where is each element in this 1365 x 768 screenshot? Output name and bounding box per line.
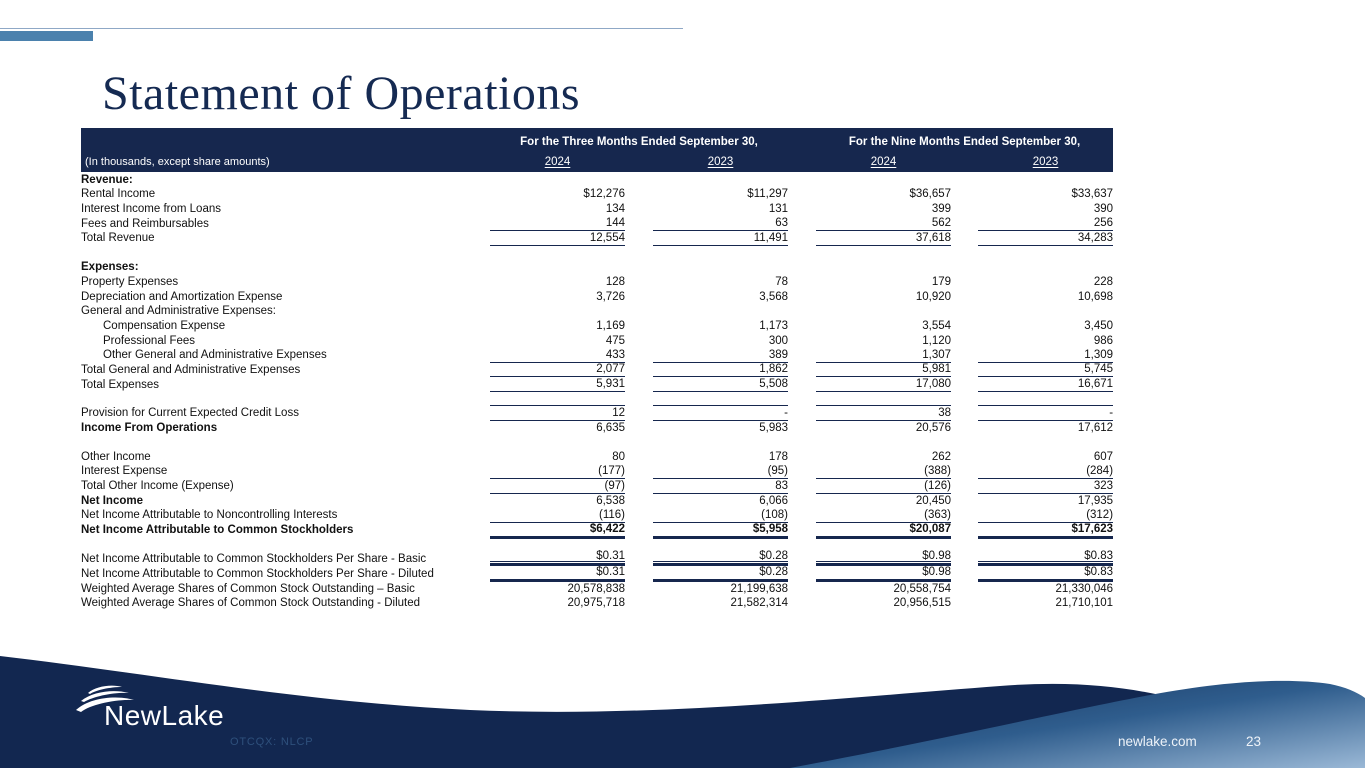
- cell-value: 17,612: [1077, 422, 1114, 434]
- row-label: Total Expenses: [81, 378, 159, 391]
- cell-value: 1,169: [596, 319, 625, 332]
- gap-cell: [951, 406, 978, 421]
- cell-value: 6,538: [596, 494, 625, 507]
- cell-value: 17,935: [1077, 494, 1114, 507]
- cell-value: (177): [490, 464, 625, 479]
- table-row: [81, 333, 1113, 348]
- gap-cell: [788, 274, 816, 289]
- gap-cell: [625, 420, 653, 435]
- row-label: Other General and Administrative Expenses: [103, 349, 327, 362]
- row-label: Weighted Average Shares of Common Stock Outstanding – Basic: [81, 582, 415, 595]
- gap-cell: [951, 420, 978, 435]
- cell-value: 38: [816, 406, 951, 421]
- cell-value: [490, 172, 625, 187]
- ticker-label: OTCQX: NLCP: [230, 736, 314, 748]
- gap-cell: [788, 201, 816, 216]
- table-row: [81, 231, 1113, 246]
- column-group-nine-months: For the Nine Months Ended September 30,: [816, 128, 1113, 150]
- cell-value: 1,862: [653, 362, 788, 377]
- row-label: Total Other Income (Expense): [81, 480, 234, 493]
- gap-cell: [788, 187, 816, 202]
- year-header-row: [81, 150, 1113, 172]
- cell-value: (284): [978, 464, 1113, 479]
- cell-value: 986: [1093, 334, 1114, 347]
- cell-value: 2,077: [490, 362, 625, 377]
- gap-cell: [951, 348, 978, 363]
- table-row: [81, 522, 1113, 537]
- cell-value: 433: [490, 348, 625, 363]
- cell-value: 10,920: [915, 290, 952, 303]
- spacer-row: [81, 392, 1113, 406]
- header-gap: [625, 150, 653, 172]
- gap-cell: [625, 581, 653, 596]
- table-row: [81, 259, 1113, 274]
- cell-value: 128: [605, 275, 625, 288]
- cell-value: 3,554: [922, 319, 952, 332]
- gap-cell: [788, 464, 816, 479]
- row-label: Revenue:: [81, 173, 133, 186]
- cell-value: 12: [490, 406, 625, 421]
- cell-value: $36,657: [909, 188, 952, 201]
- table-row: [81, 377, 1113, 392]
- cell-value: $0.98: [816, 566, 951, 581]
- cell-value: 134: [605, 203, 625, 216]
- cell-value: 5,508: [653, 377, 788, 392]
- cell-value: 63: [653, 216, 788, 231]
- cell-value: 20,450: [915, 494, 952, 507]
- cell-value: 179: [931, 275, 952, 288]
- cell-value: 300: [768, 334, 789, 347]
- table-row: [81, 216, 1113, 231]
- cell-value: [490, 304, 625, 319]
- gap-cell: [788, 406, 816, 421]
- cell-value: 390: [1093, 203, 1114, 216]
- cell-value: (108): [653, 508, 788, 523]
- gap-cell: [625, 596, 653, 611]
- cell-value: -: [978, 406, 1113, 421]
- cell-value: $20,087: [816, 522, 951, 537]
- table-row: [81, 566, 1113, 581]
- gap-cell: [951, 464, 978, 479]
- table-row: [81, 478, 1113, 493]
- cell-value: 1,309: [978, 348, 1113, 363]
- gap-cell: [788, 231, 816, 246]
- gap-cell: [625, 348, 653, 363]
- cell-value: (388): [816, 464, 951, 479]
- table-row: [81, 449, 1113, 464]
- cell-value: [978, 304, 1113, 319]
- gap-cell: [951, 449, 978, 464]
- spacer-row: [81, 245, 1113, 259]
- table-header: [81, 128, 1113, 172]
- gap-cell: [625, 362, 653, 377]
- gap-cell: [951, 522, 978, 537]
- gap-cell: [625, 172, 653, 187]
- cell-value: 20,578,838: [567, 582, 625, 595]
- row-label: Net Income: [81, 494, 143, 507]
- cell-value: 10,698: [1077, 290, 1114, 303]
- cell-value: $5,958: [653, 522, 788, 537]
- cell-value: $0.83: [978, 551, 1113, 566]
- cell-value: 475: [605, 334, 625, 347]
- statement-of-operations-table: [81, 128, 1113, 610]
- cell-value: [816, 304, 951, 319]
- row-label: Other Income: [81, 450, 151, 463]
- logo-wordmark: NewLake: [104, 700, 225, 731]
- cell-value: $33,637: [1071, 188, 1114, 201]
- gap-cell: [788, 333, 816, 348]
- gap-cell: [788, 493, 816, 508]
- row-label: Property Expenses: [81, 275, 179, 288]
- gap-cell: [951, 259, 978, 274]
- cell-value: (312): [978, 508, 1113, 523]
- row-label: Expenses:: [81, 261, 139, 274]
- cell-value: $6,422: [490, 522, 625, 537]
- cell-value: 144: [490, 216, 625, 231]
- row-label: Depreciation and Amortization Expense: [81, 290, 283, 303]
- financial-table: [81, 128, 1113, 610]
- cell-value: [490, 259, 625, 274]
- spacer-row: [81, 435, 1113, 449]
- group-header-row: [81, 128, 1113, 150]
- cell-value: 399: [931, 203, 952, 216]
- spacer-cell: [81, 392, 1113, 406]
- gap-cell: [788, 318, 816, 333]
- gap-cell: [951, 493, 978, 508]
- cell-value: $11,297: [747, 188, 789, 201]
- gap-cell: [788, 377, 816, 392]
- cell-value: $0.28: [653, 566, 788, 581]
- cell-value: 17,080: [816, 377, 951, 392]
- gap-cell: [625, 333, 653, 348]
- table-row: [81, 274, 1113, 289]
- table-row: [81, 508, 1113, 523]
- row-label: Provision for Current Expected Credit Loss: [81, 407, 299, 420]
- gap-cell: [951, 318, 978, 333]
- cell-value: (97): [490, 478, 625, 493]
- top-rule-line: [0, 28, 683, 29]
- gap-cell: [625, 187, 653, 202]
- cell-value: 20,576: [915, 422, 952, 434]
- gap-cell: [625, 493, 653, 508]
- cell-value: 21,330,046: [1055, 582, 1114, 595]
- gap-cell: [951, 566, 978, 581]
- website-link[interactable]: newlake.com: [1118, 734, 1197, 749]
- row-label: General and Administrative Expenses:: [81, 305, 276, 318]
- page-number: 23: [1246, 734, 1262, 749]
- cell-value: 5,981: [816, 362, 951, 377]
- cell-value: 37,618: [816, 231, 951, 246]
- cell-value: [978, 259, 1113, 274]
- gap-cell: [951, 478, 978, 493]
- gap-cell: [625, 508, 653, 523]
- gap-cell: [788, 596, 816, 611]
- cell-value: 262: [931, 450, 952, 463]
- cell-value: 11,491: [653, 231, 788, 246]
- cell-value: 16,671: [978, 377, 1113, 392]
- table-row: [81, 551, 1113, 566]
- cell-value: (363): [816, 508, 951, 523]
- year-header: 2023: [653, 150, 788, 172]
- gap-cell: [625, 201, 653, 216]
- cell-value: [653, 259, 788, 274]
- gap-cell: [625, 406, 653, 421]
- cell-value: 34,283: [978, 231, 1113, 246]
- cell-value: (126): [816, 478, 951, 493]
- cell-value: 21,582,314: [730, 597, 789, 610]
- cell-value: 131: [768, 203, 789, 216]
- column-group-three-months: For the Three Months Ended September 30,: [490, 128, 788, 150]
- gap-cell: [625, 566, 653, 581]
- cell-value: 228: [1093, 275, 1114, 288]
- table-row: [81, 464, 1113, 479]
- cell-value: $0.31: [490, 551, 625, 566]
- cell-value: [816, 259, 951, 274]
- table-row: [81, 304, 1113, 319]
- gap-cell: [625, 478, 653, 493]
- row-label: Professional Fees: [103, 334, 196, 347]
- row-label: Fees and Reimbursables: [81, 217, 209, 230]
- cell-value: 5,983: [759, 422, 789, 434]
- cell-value: 3,450: [1084, 319, 1114, 332]
- table-row: [81, 406, 1113, 421]
- cell-value: $12,276: [583, 188, 625, 201]
- gap-cell: [951, 333, 978, 348]
- cell-value: $0.31: [490, 566, 625, 581]
- gap-cell: [951, 304, 978, 319]
- gap-cell: [788, 289, 816, 304]
- table-row: [81, 420, 1113, 435]
- gap-cell: [951, 362, 978, 377]
- cell-value: [653, 304, 788, 319]
- gap-cell: [951, 231, 978, 246]
- row-label: Total Revenue: [81, 232, 155, 245]
- cell-value: $0.98: [816, 551, 951, 566]
- cell-value: 78: [775, 275, 789, 288]
- cell-value: [816, 172, 951, 187]
- gap-cell: [788, 522, 816, 537]
- cell-value: 21,710,101: [1055, 597, 1114, 610]
- row-label: Net Income Attributable to Common Stockholders: [81, 524, 354, 537]
- cell-value: 3,568: [759, 290, 789, 303]
- gap-cell: [951, 508, 978, 523]
- gap-cell: [951, 172, 978, 187]
- gap-cell: [788, 362, 816, 377]
- year-header: 2024: [816, 150, 951, 172]
- gap-cell: [625, 231, 653, 246]
- cell-value: 20,558,754: [893, 582, 952, 595]
- cell-value: 607: [1093, 450, 1114, 463]
- spacer-row: [81, 537, 1113, 551]
- gap-cell: [951, 377, 978, 392]
- row-label: Income From Operations: [81, 422, 218, 434]
- gap-cell: [625, 449, 653, 464]
- table-row: [81, 362, 1113, 377]
- gap-cell: [788, 508, 816, 523]
- cell-value: 1,307: [816, 348, 951, 363]
- row-label: Net Income Attributable to Noncontrolling Interests: [81, 509, 338, 522]
- gap-cell: [625, 274, 653, 289]
- cell-value: 323: [978, 478, 1113, 493]
- gap-cell: [625, 522, 653, 537]
- cell-value: 80: [612, 450, 625, 463]
- cell-value: $0.28: [653, 551, 788, 566]
- gap-cell: [788, 581, 816, 596]
- gap-cell: [951, 274, 978, 289]
- spacer-cell: [81, 537, 1113, 551]
- spacer-cell: [81, 435, 1113, 449]
- row-label: Interest Income from Loans: [81, 203, 221, 216]
- cell-value: $17,623: [978, 522, 1113, 537]
- gap-cell: [788, 566, 816, 581]
- header-gap: [951, 150, 978, 172]
- table-row: [81, 289, 1113, 304]
- header-gap: [788, 128, 816, 150]
- cell-value: 20,975,718: [567, 597, 625, 610]
- table-row: [81, 318, 1113, 333]
- gap-cell: [625, 216, 653, 231]
- table-body: [81, 172, 1113, 610]
- cell-value: 20,956,515: [893, 597, 952, 610]
- spacer-cell: [81, 245, 1113, 259]
- cell-value: 256: [978, 216, 1113, 231]
- table-row: [81, 348, 1113, 363]
- cell-value: 389: [653, 348, 788, 363]
- cell-value: 3,726: [596, 290, 625, 303]
- gap-cell: [788, 259, 816, 274]
- row-label: Interest Expense: [81, 465, 168, 478]
- cell-value: 21,199,638: [730, 582, 789, 595]
- gap-cell: [951, 551, 978, 566]
- table-row: [81, 172, 1113, 187]
- gap-cell: [951, 581, 978, 596]
- header-spacer: [81, 128, 490, 150]
- cell-value: 83: [653, 478, 788, 493]
- row-label: Rental Income: [81, 188, 156, 201]
- gap-cell: [625, 259, 653, 274]
- gap-cell: [951, 201, 978, 216]
- page-title: Statement of Operations: [102, 67, 581, 120]
- gap-cell: [625, 289, 653, 304]
- cell-value: [653, 172, 788, 187]
- gap-cell: [625, 377, 653, 392]
- gap-cell: [625, 464, 653, 479]
- cell-value: 6,066: [759, 494, 789, 507]
- cell-value: 1,120: [922, 334, 952, 347]
- header-gap: [788, 150, 816, 172]
- gap-cell: [788, 478, 816, 493]
- gap-cell: [951, 596, 978, 611]
- gap-cell: [625, 304, 653, 319]
- row-label: Net Income Attributable to Common Stockholders Per Share - Diluted: [81, 567, 434, 580]
- table-row: [81, 493, 1113, 508]
- cell-value: $0.83: [978, 566, 1113, 581]
- cell-value: 178: [768, 450, 789, 463]
- gap-cell: [788, 216, 816, 231]
- cell-value: 5,745: [978, 362, 1113, 377]
- accent-bar: [0, 31, 93, 41]
- row-label: Weighted Average Shares of Common Stock Outstanding - Diluted: [81, 597, 421, 610]
- gap-cell: [788, 449, 816, 464]
- cell-value: -: [653, 406, 788, 421]
- year-header: 2024: [490, 150, 625, 172]
- gap-cell: [788, 551, 816, 566]
- row-label: Compensation Expense: [103, 319, 226, 332]
- row-label: Total General and Administrative Expenses: [81, 363, 301, 376]
- cell-value: (116): [490, 508, 625, 523]
- table-row: [81, 201, 1113, 216]
- cell-value: 12,554: [490, 231, 625, 246]
- gap-cell: [951, 187, 978, 202]
- gap-cell: [788, 172, 816, 187]
- unit-note: (In thousands, except share amounts): [81, 150, 490, 172]
- gap-cell: [788, 348, 816, 363]
- cell-value: 6,635: [596, 422, 625, 434]
- table-row: [81, 596, 1113, 611]
- cell-value: 562: [816, 216, 951, 231]
- cell-value: 5,931: [490, 377, 625, 392]
- row-label: Net Income Attributable to Common Stockholders Per Share - Basic: [81, 553, 427, 566]
- cell-value: (95): [653, 464, 788, 479]
- gap-cell: [788, 420, 816, 435]
- cell-value: [978, 172, 1113, 187]
- gap-cell: [951, 289, 978, 304]
- gap-cell: [788, 304, 816, 319]
- gap-cell: [625, 551, 653, 566]
- gap-cell: [625, 318, 653, 333]
- cell-value: 1,173: [759, 319, 789, 332]
- table-row: [81, 187, 1113, 202]
- slide-footer: [0, 638, 1365, 768]
- year-header: 2023: [978, 150, 1113, 172]
- table-row: [81, 581, 1113, 596]
- gap-cell: [951, 216, 978, 231]
